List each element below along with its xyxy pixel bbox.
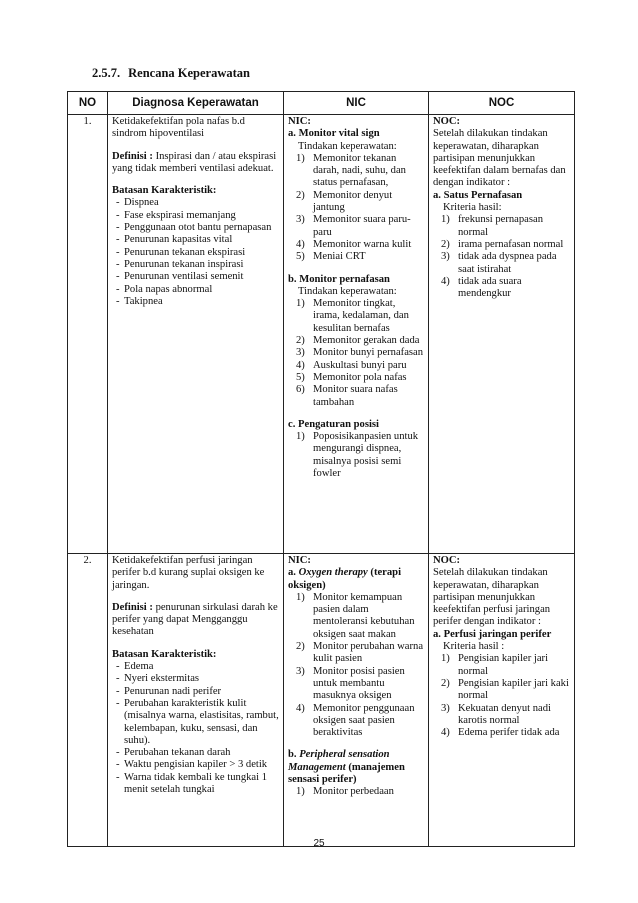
list-item: - Penurunan nadi perifer [116,685,222,697]
list-item: 3) Monitor bunyi pernafasan [296,347,424,359]
list-item: 6) Monitor suara nafas tambahan [296,384,398,408]
list-item: 5) Memonitor pola nafas [296,371,407,383]
list-item: - Perubahan karakteristik kulit (misalnya warna, elastisitas, rambut, kelembapan, kuku, sensasi, dan suhu). [116,697,279,746]
nic-group-title: a. Oxygen therapy (terapi oksigen) [288,567,402,591]
list-item: - Dispnea [116,197,159,209]
list-item: - Penurunan tekanan ekspirasi [116,246,246,258]
table-row [68,115,575,554]
list-item: 4) Edema perifer tidak ada [441,727,560,739]
list-item: - Penggunaan otot bantu pernapasan [116,222,272,234]
list-item: - Nyeri ekstermitas [116,673,200,685]
list-item: 1) frekunsi pernapasan normal [441,214,544,238]
header-no: NO [68,92,108,115]
list-item: 4) Memonitor penggunaan oksigen saat pasien beraktivitas [296,702,415,739]
nic-group-title: a. Monitor vital sign [288,128,380,140]
list-item: 1) Memonitor tingkat, irama, kedalaman, dan kesulitan bernafas [296,298,409,334]
noc-cell [429,115,575,554]
list-item: 2) Pengisian kapiler jari kaki normal [441,677,569,702]
nic-cell [284,115,429,554]
list-item: - Perubahan tekanan darah [116,747,231,759]
care-plan-table [67,91,575,847]
row-number: 1. [68,115,108,554]
nic-label: NIC: [288,555,311,566]
list-item: 3) Kekuatan denyut nadi karotis normal [441,702,551,726]
table-header-row [68,92,575,115]
definisi-text: Inspirasi dan / atau ekspirasi yang tidak memberi ventilasi adekuat. [112,150,277,174]
noc-kriteria: Kriteria hasil : [443,641,505,653]
list-item: 1) Monitor kemampuan pasien dalam mentoleransi kebutuhan oksigen saat makan [296,591,415,640]
list-item: - Edema [116,661,154,673]
diagnosa-cell [108,554,284,847]
batasan-label: Batasan Karakteristik: [112,648,217,660]
batasan-label: Batasan Karakteristik: [112,185,217,197]
row-number: 2. [68,554,108,847]
list-item: 2) irama pernafasan normal [441,238,564,250]
noc-kriteria: Kriteria hasil: [443,202,502,214]
list-item: - Waktu pengisian kapiler > 3 detik [116,759,268,771]
section-title: Rencana Keperawatan [128,66,250,80]
nic-list [288,298,424,409]
nic-group-intro: Tindakan keperawatan: [298,285,397,297]
definisi-label: Definisi : [112,601,153,613]
list-item: 3) Memonitor suara paru-paru [296,214,411,238]
nic-list [288,153,424,264]
list-item: 1) Poposisikanpasien untuk mengurangi dispnea, misalnya posisi semi fowler [296,431,419,480]
noc-label: NOC: [433,116,461,127]
list-item: 4) Auskultasi bunyi paru [296,359,407,371]
list-item: - Warna tidak kembali ke tungkai 1 menit setelah tungkai [116,771,267,796]
list-item: - Pola napas abnormal [116,283,213,295]
nic-list [288,431,424,480]
list-item: 2) Memonitor gerakan dada [296,335,420,347]
list-item: 3) Monitor posisi pasien untuk membantu masuknya oksigen [296,665,405,702]
noc-list [433,653,570,739]
header-diagnosa: Diagnosa Keperawatan [108,92,284,115]
definisi-label: Definisi : [112,150,153,162]
header-noc: NOC [429,92,575,115]
definisi-text: penurunan sirkulasi darah ke perifer yang dapat Mengganggu kesehatan [112,601,278,638]
list-item: - Penurunan kapasitas vital [116,234,233,246]
noc-group-title: a. Satus Pernafasan [433,189,523,201]
list-item: 5) Meniai CRT [296,251,366,263]
nic-group-title: b. Monitor pernafasan [288,273,390,285]
section-number: 2.5.7. [92,66,121,80]
batasan-list [112,197,279,308]
list-item: 1) Pengisian kapiler jari normal [441,653,549,677]
page-number: 25 [313,838,325,849]
nic-group-title: c. Pengaturan posisi [288,418,379,430]
table-row [68,554,575,847]
nic-group-title: b. Peripheral sensation Management (manajemen sensasi perifer) [288,749,405,786]
list-item: 3) tidak ada dyspnea pada saat istirahat [441,251,557,275]
diagnosa-cell [108,115,284,554]
list-item: - Penurunan tekanan inspirasi [116,258,244,270]
definisi [112,151,279,176]
definisi [112,602,279,639]
list-item: 2) Memonitor denyut jantung [296,189,393,214]
list-item: 4) tidak ada suara mendengkur [441,275,522,300]
noc-label: NOC: [433,555,461,566]
noc-group-title: a. Perfusi jaringan perifer [433,628,552,640]
diagnosa-title: Ketidakefektifan pola nafas b.d sindrom hipoventilasi [112,116,245,140]
nic-label: NIC: [288,116,311,127]
noc-cell [429,554,575,847]
list-item: - Takipnea [116,295,163,307]
list-item: 1) Monitor perbedaan [296,786,394,798]
noc-intro: Setelah dilakukan tindakan keperawatan, diharapkan partisipan menunjukkan keefektifan dalam bernafas dan dengan indikator : [433,128,566,189]
nic-list [288,786,424,798]
noc-list [433,214,570,300]
nic-list [288,592,424,740]
list-item: 2) Monitor perubahan warna kulit pasien [296,641,424,665]
header-nic: NIC [284,92,429,115]
batasan-list [112,661,279,796]
section-heading [92,66,250,81]
noc-intro: Setelah dilakukan tindakan keperawatan, diharapkan partisipan menunjukkan keefektifan perfusi jaringan perifer dengan indikator : [433,567,551,628]
nic-cell [284,554,429,847]
nic-group-intro: Tindakan keperawatan: [298,140,397,152]
list-item: - Penurunan ventilasi semenit [116,271,244,283]
list-item: 4) Memonitor warna kulit [296,238,412,250]
list-item: 1) Memonitor tekanan darah, nadi, suhu, dan status pernafasan, [296,152,406,189]
diagnosa-title: Ketidakefektifan perfusi jaringan perifer b.d kurang suplai oksigen ke jaringan. [112,555,265,591]
list-item: - Fase ekspirasi memanjang [116,209,236,221]
